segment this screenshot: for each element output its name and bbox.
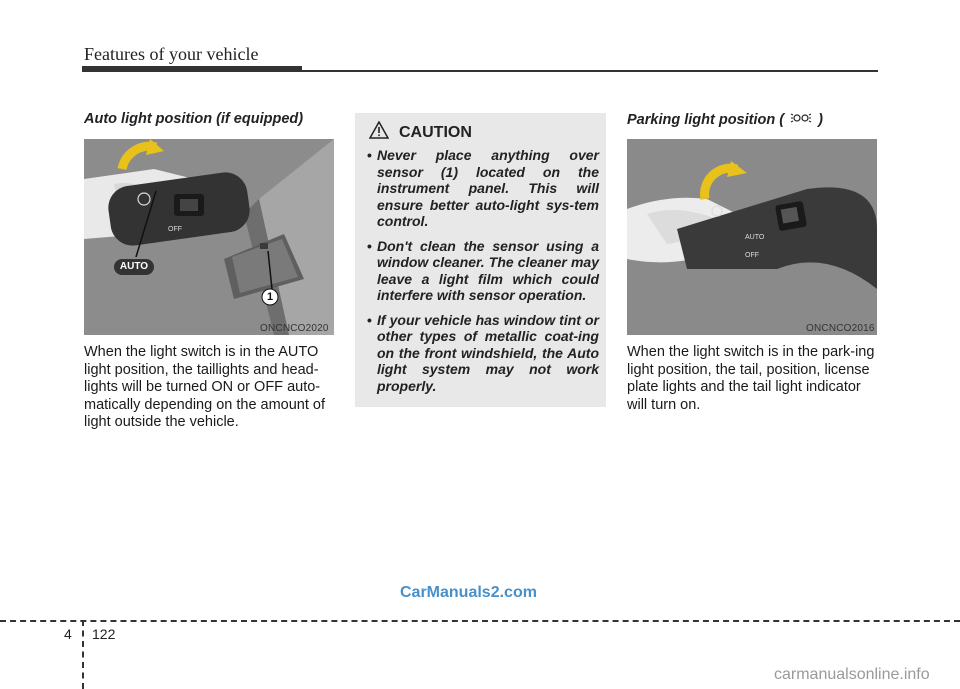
header-rule-thick	[82, 66, 302, 72]
parking-light-icon	[790, 111, 812, 129]
watermark-link[interactable]: CarManuals2.com	[400, 584, 537, 601]
footer-divider	[82, 620, 84, 689]
figure-code-left: ONCNCO2020	[260, 323, 329, 334]
page-header-title: Features of your vehicle	[84, 44, 259, 64]
caution-title: CAUTION	[399, 123, 472, 141]
page-number: 122	[92, 626, 116, 642]
caution-item: • If your vehicle has window tint or other types of metallic coat-ing on the front windshield, the Auto light system may not work properly.	[367, 312, 599, 395]
parking-light-illustration	[627, 139, 877, 335]
auto-light-section-title: Auto light position (if equipped)	[84, 111, 304, 127]
figure-code-right: ONCNCO2016	[806, 323, 875, 334]
auto-light-illustration	[84, 139, 334, 335]
parking-light-section-title	[627, 111, 823, 129]
caution-box	[355, 113, 606, 407]
parking-title-prefix: Parking light position (	[627, 111, 785, 128]
svg-text:AUTO: AUTO	[745, 234, 765, 241]
footer-rule	[0, 620, 960, 622]
sensor-callout-number: 1	[266, 291, 274, 303]
svg-text:OFF: OFF	[745, 252, 759, 259]
auto-light-body-text: When the light switch is in the AUTO light position, the taillights and head-lights will be turned ON or OFF auto-matically depending on the amount of light outside the vehicle.	[84, 344, 326, 430]
header-rule-thin	[300, 70, 878, 72]
caution-header	[369, 121, 472, 144]
chapter-number: 4	[64, 626, 72, 642]
caution-item: • Don't clean the sensor using a window cleaner. The cleaner may leave a light film which could interfere with sensor operation.	[367, 238, 599, 304]
parking-title-suffix: )	[818, 111, 823, 128]
auto-light-figure	[84, 139, 334, 335]
parking-light-body-text: When the light switch is in the park-ing light position, the tail, position, license plate lights and the tail light indicator will turn on.	[627, 344, 875, 413]
site-credit[interactable]: carmanualsonline.info	[774, 666, 930, 683]
auto-label: AUTO	[119, 261, 149, 272]
svg-text:OFF: OFF	[168, 226, 182, 233]
warning-triangle-icon	[369, 121, 389, 144]
caution-item: • Never place anything over sensor (1) located on the instrument panel. This will ensure better auto-light sys-tem control.	[367, 147, 599, 230]
caution-list	[367, 147, 599, 402]
parking-light-figure	[627, 139, 877, 335]
